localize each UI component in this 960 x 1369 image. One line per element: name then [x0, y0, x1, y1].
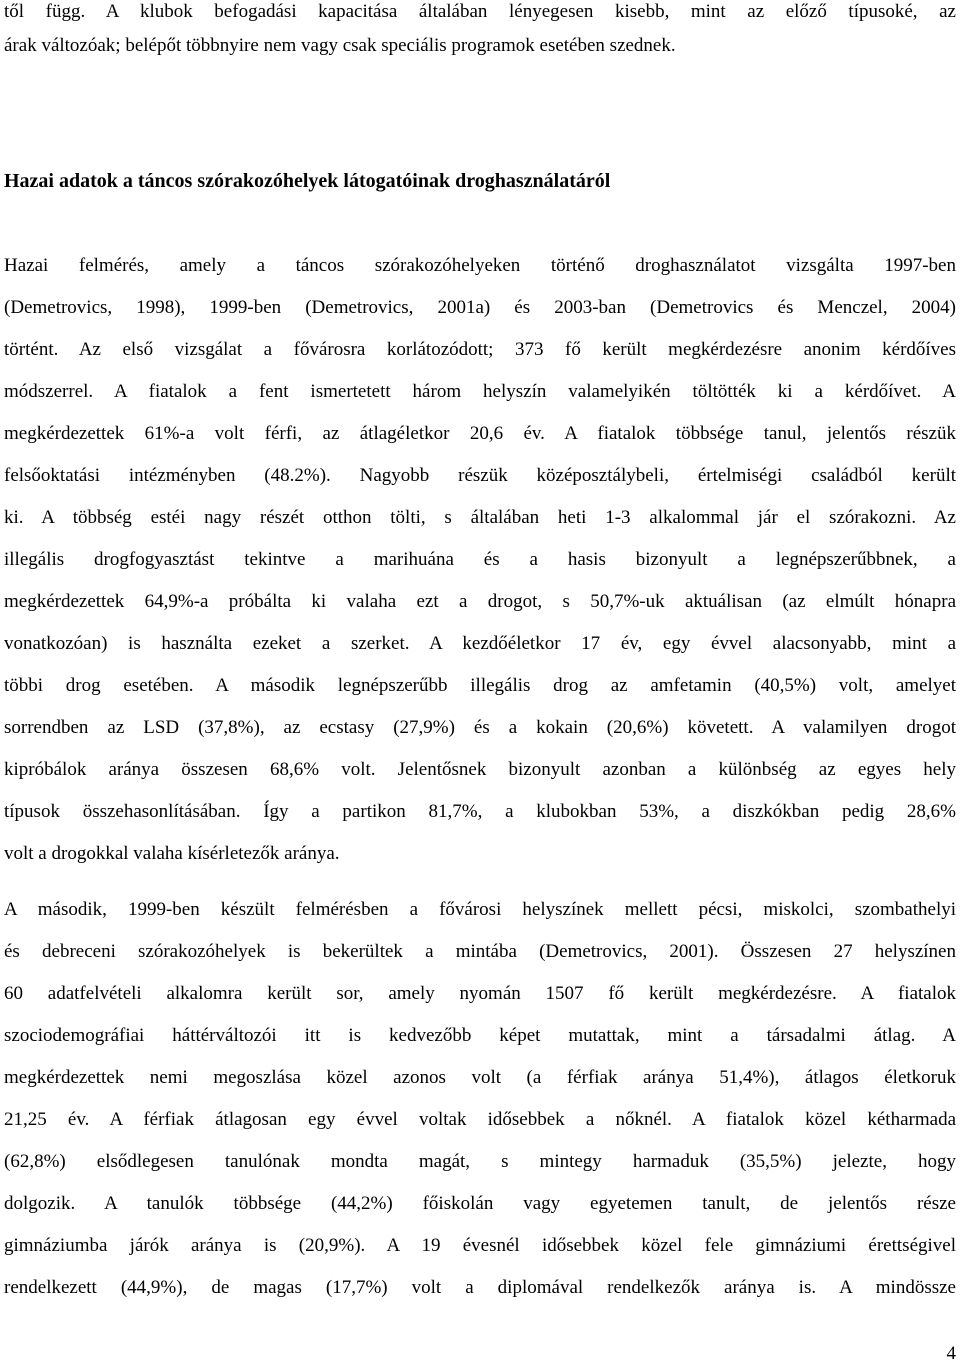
text-line: kipróbálok aránya összesen 68,6% volt. Jelentősnek bizonyult azonban a különbség az egyes hely — [4, 759, 956, 780]
text-line: (Demetrovics, 1998), 1999-ben (Demetrovics, 2001a) és 2003-ban (Demetrovics és Menczel, 2004) — [4, 297, 956, 318]
text-line: és debreceni szórakozóhelyek is bekerültek a mintába (Demetrovics, 2001). Összesen 27 helyszínen — [4, 941, 956, 962]
text-line: rendelkezett (44,9%), de magas (17,7%) volt a diplomával rendelkezők aránya is. A mindössze — [4, 1277, 956, 1298]
text-line: (62,8%) elsődlegesen tanulónak mondta magát, s mintegy harmaduk (35,5%) jelezte, hogy — [4, 1151, 956, 1172]
text-line: történt. Az első vizsgálat a fővárosra korlátozódott; 373 fő került megkérdezésre anonim kérdőíves — [4, 339, 956, 360]
paragraph-first-survey — [4, 245, 956, 875]
text-line: dolgozik. A tanulók többsége (44,2%) főiskolán vagy egyetemen tanult, de jelentős része — [4, 1193, 956, 1214]
text-line: felsőoktatási intézményben (48.2%). Nagyobb részük középosztálybeli, értelmiségi családból került — [4, 465, 956, 486]
text-line: volt a drogokkal valaha kísérletezők aránya. — [4, 843, 340, 864]
text-line: megkérdezettek 61%-a volt férfi, az átlagéletkor 20,6 év. A fiatalok többsége tanul, jelentős részük — [4, 423, 956, 444]
text-line: sorrendben az LSD (37,8%), az ecstasy (27,9%) és a kokain (20,6%) követett. A valamilyen drogot — [4, 717, 956, 738]
text-line: szociodemográfiai háttérváltozói itt is kedvezőbb képet mutattak, mint a társadalmi átlag. A — [4, 1025, 956, 1046]
text-line: illegális drogfogyasztást tekintve a marihuána és a hasis bizonyult a legnépszerűbbnek, a — [4, 549, 956, 570]
text-line: többi drog esetében. A második legnépszerűbb illegális drog az amfetamin (40,5%) volt, amelyet — [4, 675, 956, 696]
text-line: Hazai felmérés, amely a táncos szórakozóhelyeken történő droghasználatot vizsgálta 1997-ben — [4, 255, 956, 276]
top-paragraph — [4, 0, 956, 63]
text-line: módszerrel. A fiatalok a fent ismertetett három helyszín valamelyikén töltötték ki a kérdőívet. A — [4, 381, 956, 402]
text-line: 21,25 év. A férfiak átlagosan egy évvel voltak idősebbek a nőknél. A fiatalok közel kétharmada — [4, 1109, 956, 1130]
text-line: től függ. A klubok befogadási kapacitása általában lényegesen kisebb, mint az előző típusoké, az — [4, 1, 956, 22]
text-line: árak változóak; belépőt többnyire nem vagy csak speciális programok esetében szednek. — [4, 35, 676, 56]
text-line: 60 adatfelvételi alkalomra került sor, amely nyomán 1507 fő került megkérdezésre. A fiatalok — [4, 983, 956, 1004]
text-line: vonatkozóan) is használta ezeket a szerket. A kezdőéletkor 17 év, egy évvel alacsonyabb, mint a — [4, 633, 956, 654]
page-number: 4 — [946, 1343, 956, 1364]
text-line: típusok összehasonlításában. Így a partikon 81,7%, a klubokban 53%, a diszkókban pedig 28,6% — [4, 801, 956, 822]
text-line: ki. A többség estéi nagy részét otthon tölti, s általában heti 1-3 alkalommal jár el szórakozni. Az — [4, 507, 956, 528]
text-line: megkérdezettek 64,9%-a próbálta ki valaha ezt a drogot, s 50,7%-uk aktuálisan (az elmúlt hónapra — [4, 591, 956, 612]
paragraph-second-survey — [4, 889, 956, 1309]
section-heading: Hazai adatok a táncos szórakozóhelyek látogatóinak droghasználatáról — [4, 170, 611, 192]
text-line: megkérdezettek nemi megoszlása közel azonos volt (a férfiak aránya 51,4%), átlagos életkoruk — [4, 1067, 956, 1088]
text-line: gimnáziumba járók aránya is (20,9%). A 19 évesnél idősebbek közel fele gimnáziumi érettségivel — [4, 1235, 956, 1256]
text-line: A második, 1999-ben készült felmérésben a fővárosi helyszínek mellett pécsi, miskolci, szombathelyi — [4, 899, 956, 920]
